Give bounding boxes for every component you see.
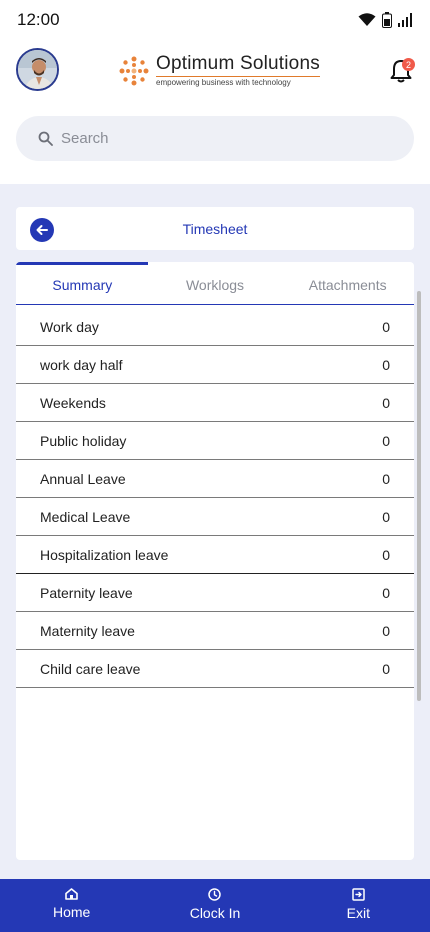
timesheet-panel (16, 262, 414, 860)
list-item (16, 498, 414, 536)
signal-icon (398, 13, 412, 27)
row-label: Medical Leave (40, 508, 131, 525)
row-value: 0 (382, 508, 390, 525)
status-time: 12:00 (17, 10, 60, 29)
row-value: 0 (382, 622, 390, 639)
list-item (16, 460, 414, 498)
exit-icon (352, 888, 365, 901)
nav-clock-in[interactable] (143, 879, 286, 932)
nav-exit[interactable] (287, 879, 430, 932)
nav-home[interactable] (0, 879, 143, 932)
tab-summary[interactable]: Summary (16, 262, 149, 304)
list-item (16, 308, 414, 346)
notification-badge: 2 (402, 58, 415, 71)
logo-name: Optimum Solutions (156, 53, 320, 74)
row-value: 0 (382, 318, 390, 335)
list-item (16, 346, 414, 384)
row-value: 0 (382, 432, 390, 449)
tab-attachments[interactable]: Attachments (308, 277, 387, 293)
home-icon (65, 888, 78, 900)
nav-home-label: Home (52, 904, 91, 920)
list-item (16, 536, 414, 574)
row-label: Weekends (40, 394, 106, 411)
app-header (0, 40, 430, 100)
search-input[interactable] (61, 130, 381, 147)
list-item (16, 384, 414, 422)
tab-bar (16, 262, 414, 305)
tab-worklogs[interactable]: Worklogs (185, 277, 245, 293)
row-value: 0 (382, 660, 390, 677)
list-item (16, 650, 414, 688)
row-label: Work day (40, 318, 99, 335)
clock-icon (208, 888, 221, 901)
page-title-bar (16, 207, 414, 250)
scrollbar[interactable] (417, 291, 421, 701)
row-value: 0 (382, 394, 390, 411)
avatar[interactable] (16, 48, 59, 91)
status-icons (358, 12, 412, 28)
search-bar[interactable] (16, 116, 414, 161)
nav-clock-in-label: Clock In (189, 905, 241, 921)
user-photo-icon (18, 50, 59, 91)
row-label: work day half (40, 356, 123, 373)
row-value: 0 (382, 470, 390, 487)
row-label: Child care leave (40, 660, 141, 677)
row-value: 0 (382, 356, 390, 373)
row-value: 0 (382, 584, 390, 601)
company-logo (118, 54, 320, 87)
row-label: Maternity leave (40, 622, 135, 639)
summary-list (16, 308, 414, 688)
search-icon (38, 131, 53, 146)
list-item (16, 422, 414, 460)
page-title: Timesheet (182, 221, 248, 237)
bottom-nav (0, 879, 430, 932)
battery-icon (382, 12, 392, 28)
row-label: Paternity leave (40, 584, 133, 601)
nav-exit-label: Exit (346, 905, 370, 921)
logo-mark-icon (118, 55, 150, 87)
list-item (16, 574, 414, 612)
list-item (16, 612, 414, 650)
row-label: Hospitalization leave (40, 546, 169, 563)
wifi-icon (358, 13, 376, 27)
logo-tagline: empowering business with technology (156, 76, 320, 87)
row-label: Public holiday (40, 432, 127, 449)
row-value: 0 (382, 546, 390, 563)
status-bar (0, 0, 430, 40)
row-label: Annual Leave (40, 470, 126, 487)
